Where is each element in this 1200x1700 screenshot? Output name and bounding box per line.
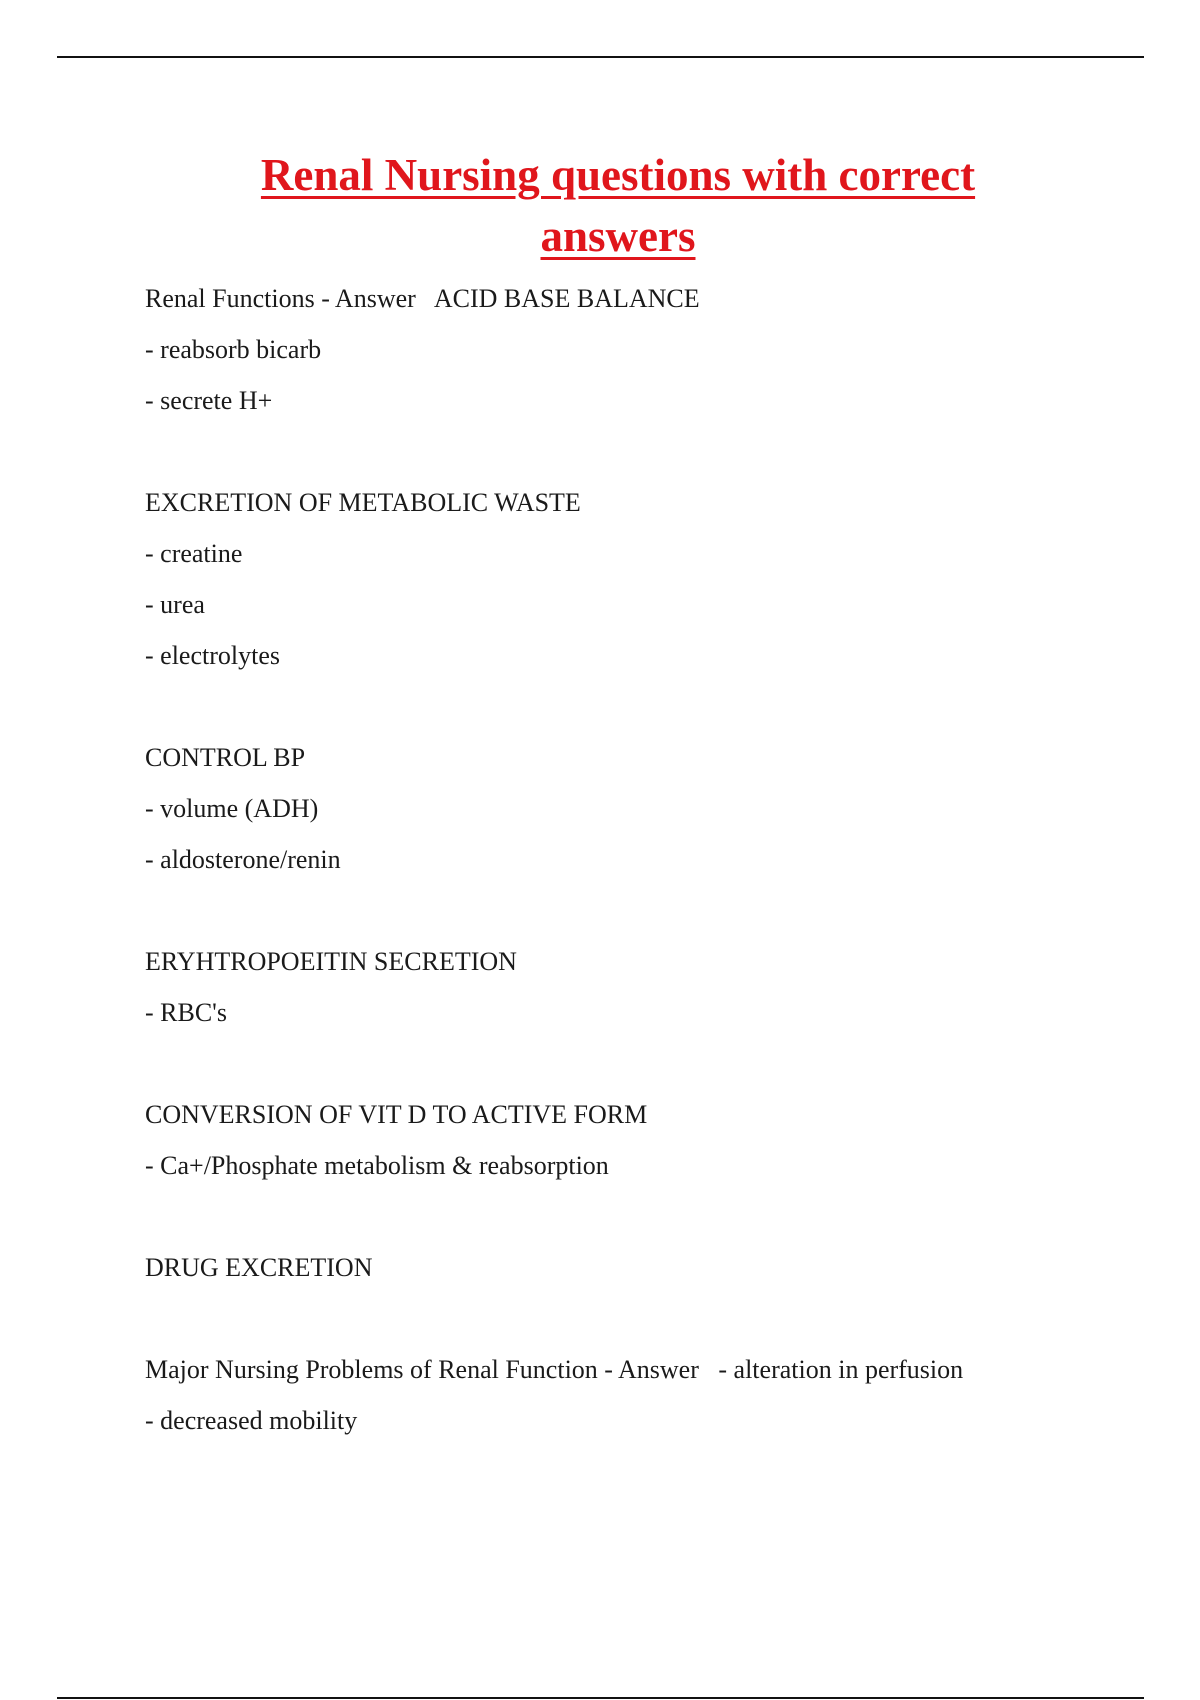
section-heading: EXCRETION OF METABOLIC WASTE [145,488,581,517]
list-item: - RBC's [145,998,227,1027]
document-title [0,145,1200,267]
document-body [145,280,1145,1453]
nursing-problems-question: Major Nursing Problems of Renal Function - Answer - alteration in perfusion [145,1355,964,1384]
renal-functions-question: Renal Functions - Answer ACID BASE BALANCE [145,284,700,313]
list-item: - Ca+/Phosphate metabolism & reabsorption [145,1151,609,1180]
top-rule [57,56,1144,58]
list-item: - reabsorb bicarb [145,335,322,364]
list-item: - electrolytes [145,641,280,670]
list-item: - urea [145,590,205,619]
title-line-1: Renal Nursing questions with correct [260,150,976,200]
list-item: - volume (ADH) [145,794,319,823]
section-heading: ERYHTROPOEITIN SECRETION [145,947,517,976]
list-item: - creatine [145,539,243,568]
section-heading: DRUG EXCRETION [145,1253,373,1282]
title-line-2: answers [540,211,696,261]
section-heading: CONVERSION OF VIT D TO ACTIVE FORM [145,1100,648,1129]
section-heading: CONTROL BP [145,743,306,772]
list-item: - aldosterone/renin [145,845,341,874]
bottom-rule [57,1697,1144,1699]
list-item: - decreased mobility [145,1406,358,1435]
list-item: - secrete H+ [145,386,273,415]
